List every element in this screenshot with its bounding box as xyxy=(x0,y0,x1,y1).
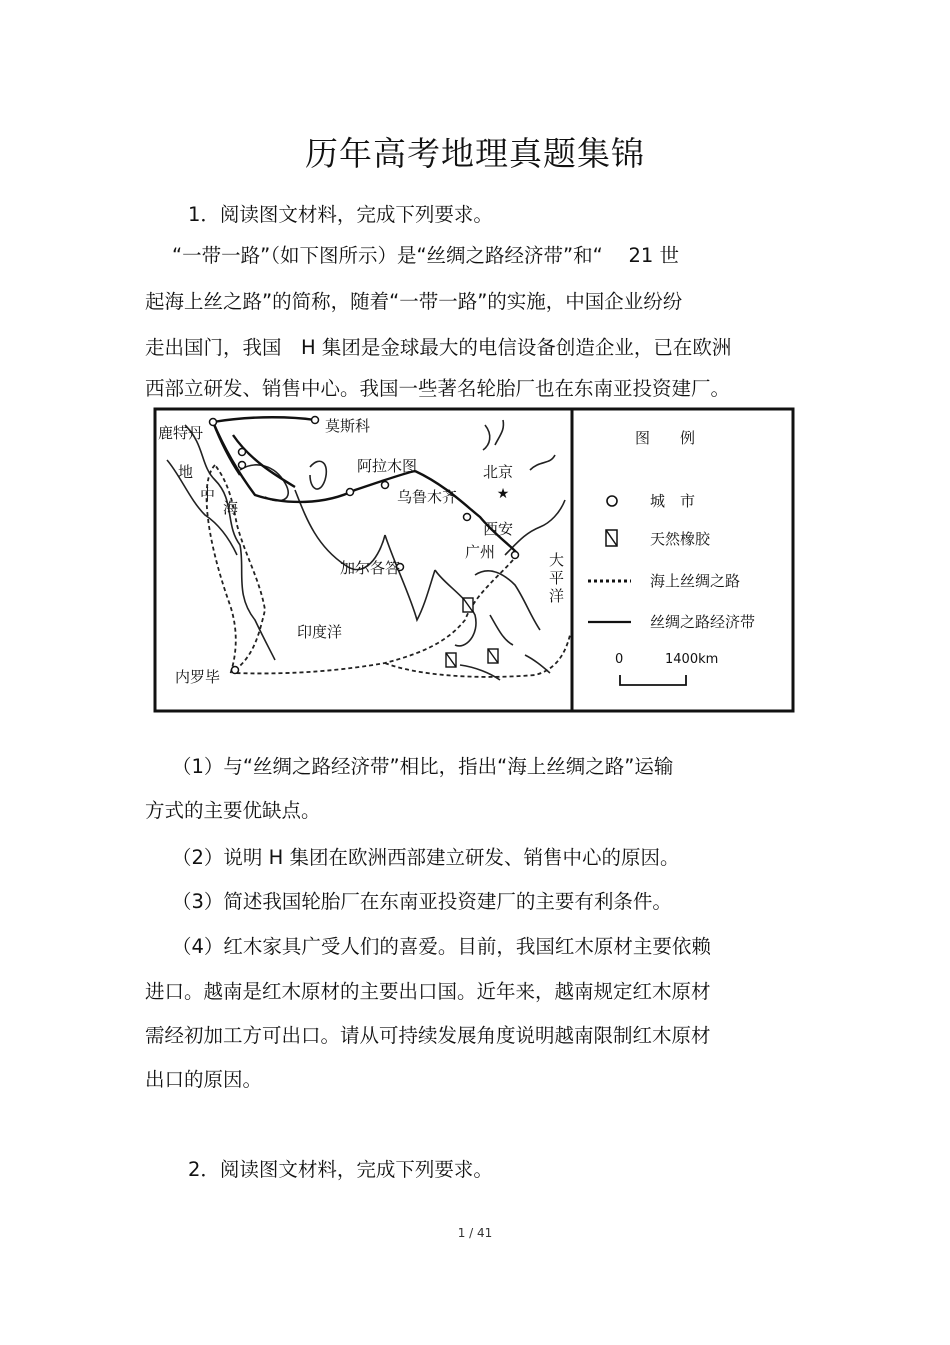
page-title: 历年高考地理真题集锦 xyxy=(305,134,645,173)
map-label-mediterranean: 中 xyxy=(200,486,216,504)
q2-heading: 2．阅读图文材料，完成下列要求。 xyxy=(188,1158,493,1181)
q1-sub-question: （2）说明 H 集团在欧洲西部建立研发、销售中心的原因。 xyxy=(172,846,680,869)
q1-sub-question: 方式的主要优缺点。 xyxy=(145,799,321,822)
map-label-indian-ocean: 印度洋 xyxy=(297,623,343,641)
q1-intro-line: “一带一路”（如下图所示）是“丝绸之路经济带”和“ 21 世 xyxy=(172,244,679,267)
q1-sub-question: 出口的原因。 xyxy=(145,1068,263,1091)
q1-intro-line: 走出国门，我国 H 集团是金球最大的电信设备创造企业，已在欧洲 xyxy=(145,336,732,359)
legend-belt: 丝绸之路经济带 xyxy=(650,613,756,631)
map-label-pacific: 洋 xyxy=(549,587,565,605)
beijing-star-icon: ★ xyxy=(496,486,510,502)
q1-sub-question: 需经初加工方可出口。请从可持续发展角度说明越南限制红木原材 xyxy=(145,1024,711,1047)
map-label-nairobi: 内罗毕 xyxy=(175,668,221,686)
map-label-beijing: 北京 xyxy=(483,463,514,481)
legend-city: 城 市 xyxy=(650,492,696,510)
map-label-pacific: 平 xyxy=(549,569,565,587)
map-label-kolkata: 加尔各答 xyxy=(340,559,401,577)
legend-scale-zero: 0 xyxy=(615,652,624,667)
q1-heading: 1．阅读图文材料，完成下列要求。 xyxy=(188,203,493,226)
legend-scale-value: 1400km xyxy=(665,652,719,667)
legend-rubber: 天然橡胶 xyxy=(650,530,711,548)
page-number: 1 / 41 xyxy=(457,1226,493,1240)
map-label-guangzhou: 广州 xyxy=(465,543,496,561)
map-label-rotterdam: 鹿特丹 xyxy=(158,424,204,442)
belt-and-road-map xyxy=(145,405,807,719)
legend-maritime: 海上丝绸之路 xyxy=(650,572,741,590)
q1-sub-question: （1）与“丝绸之路经济带”相比，指出“海上丝绸之路”运输 xyxy=(172,755,674,778)
q1-sub-question: 进口。越南是红木原材的主要出口国。近年来，越南规定红木原材 xyxy=(145,980,711,1003)
q1-sub-question: （3）简述我国轮胎厂在东南亚投资建厂的主要有利条件。 xyxy=(172,890,672,913)
map-label-moscow: 莫斯科 xyxy=(325,417,371,435)
map-label-xian: 西安 xyxy=(483,520,514,538)
map-label-mediterranean: 海 xyxy=(223,499,239,517)
q1-sub-question: （4）红木家具广受人们的喜爱。目前，我国红木原材主要依赖 xyxy=(172,935,711,958)
map-label-pacific: 大 xyxy=(549,551,565,569)
map-label-mediterranean: 地 xyxy=(178,463,194,481)
map-label-almaty: 阿拉木图 xyxy=(357,457,418,475)
q1-intro-line: 西部立研发、销售中心。我国一些著名轮胎厂也在东南亚投资建厂。 xyxy=(145,377,731,400)
map-label-urumqi: 乌鲁木齐 xyxy=(397,488,458,506)
legend-city-icon xyxy=(607,496,617,506)
q1-intro-line: 起海上丝之路”的简称，随着“一带一路”的实施，中国企业纷纷 xyxy=(145,290,683,313)
legend-title: 图 例 xyxy=(635,429,696,447)
